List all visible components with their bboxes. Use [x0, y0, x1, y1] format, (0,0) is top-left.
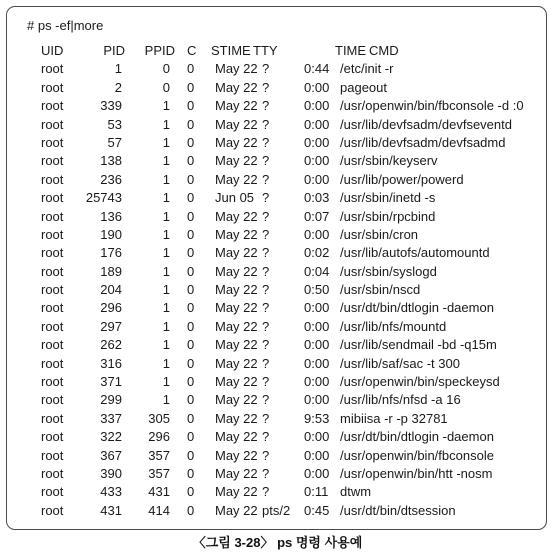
- terminal-output-box: [6, 6, 547, 530]
- cell-cmd: /usr/lib/power/powerd: [340, 171, 464, 187]
- cell-time: 0:00: [304, 465, 330, 481]
- cell-time: 0:00: [304, 429, 330, 445]
- cell-time: 0:00: [304, 226, 330, 242]
- cell-c: 0: [187, 318, 195, 334]
- table-row: [7, 483, 546, 501]
- cell-uid: root: [41, 134, 64, 150]
- cell-stime: May 22: [215, 447, 258, 463]
- cell-tty: pts/2: [262, 502, 291, 518]
- table-row: [7, 60, 546, 78]
- cell-pid: 371: [100, 374, 122, 390]
- cell-ppid: 1: [162, 116, 170, 132]
- cell-pid: 190: [100, 226, 122, 242]
- cell-uid: root: [41, 61, 64, 77]
- cell-c: 0: [187, 263, 195, 279]
- cell-cmd: /usr/lib/saf/sac -t 300: [340, 355, 460, 371]
- cell-time: 0:00: [304, 447, 330, 463]
- cell-pid: 322: [100, 429, 122, 445]
- cell-ppid: 1: [162, 153, 170, 169]
- table-row: [7, 447, 546, 465]
- cell-pid: 176: [100, 245, 122, 261]
- cell-c: 0: [187, 79, 195, 95]
- cell-c: 0: [187, 98, 195, 114]
- figure-caption: 〈그림 3-28〉 ps 명령 사용예: [192, 535, 363, 550]
- cell-c: 0: [187, 226, 195, 242]
- cell-pid: 57: [107, 134, 122, 150]
- cell-tty: ?: [262, 465, 270, 481]
- cell-time: 0:00: [304, 318, 330, 334]
- cell-tty: ?: [262, 410, 270, 426]
- cell-time: 0:04: [304, 263, 330, 279]
- cell-uid: root: [41, 282, 64, 298]
- cell-c: 0: [187, 171, 195, 187]
- header-stime: STIME: [211, 43, 251, 58]
- cell-pid: 299: [100, 392, 122, 408]
- cell-tty: ?: [262, 318, 270, 334]
- cell-ppid: 1: [162, 245, 170, 261]
- cell-c: 0: [187, 355, 195, 371]
- cell-tty: ?: [262, 98, 270, 114]
- cell-tty: ?: [262, 263, 270, 279]
- cell-uid: root: [41, 300, 64, 316]
- cell-uid: root: [41, 392, 64, 408]
- cell-stime: May 22: [215, 171, 258, 187]
- cell-time: 0:00: [304, 337, 330, 353]
- cell-cmd: /usr/sbin/nscd: [340, 282, 421, 298]
- cell-c: 0: [187, 245, 195, 261]
- cell-pid: 316: [100, 355, 122, 371]
- header-time: TIME: [335, 43, 367, 58]
- cell-time: 0:45: [304, 502, 330, 518]
- cell-stime: May 22: [215, 61, 258, 77]
- cell-tty: ?: [262, 484, 270, 500]
- cell-tty: ?: [262, 245, 270, 261]
- cell-ppid: 357: [148, 465, 170, 481]
- cell-cmd: pageout: [340, 79, 387, 95]
- cell-tty: ?: [262, 79, 270, 95]
- cell-stime: May 22: [215, 410, 258, 426]
- cell-tty: ?: [262, 374, 270, 390]
- cell-c: 0: [187, 374, 195, 390]
- cell-time: 0:00: [304, 300, 330, 316]
- command-line: # ps -ef|more: [27, 18, 104, 33]
- cell-tty: ?: [262, 61, 270, 77]
- cell-cmd: /usr/lib/autofs/automountd: [340, 245, 490, 261]
- cell-ppid: 1: [162, 98, 170, 114]
- cell-tty: ?: [262, 134, 270, 150]
- cell-time: 0:00: [304, 134, 330, 150]
- cell-ppid: 357: [148, 447, 170, 463]
- table-row: [7, 465, 546, 483]
- cell-cmd: /usr/sbin/inetd -s: [340, 190, 436, 206]
- cell-c: 0: [187, 484, 195, 500]
- cell-time: 0:11: [304, 484, 329, 500]
- cell-stime: May 22: [215, 300, 258, 316]
- cell-uid: root: [41, 171, 64, 187]
- cell-time: 0:00: [304, 392, 330, 408]
- cell-cmd: /usr/lib/nfs/nfsd -a 16: [340, 392, 461, 408]
- cell-c: 0: [187, 208, 195, 224]
- cell-uid: root: [41, 98, 64, 114]
- cell-uid: root: [41, 116, 64, 132]
- cell-time: 0:00: [304, 171, 330, 187]
- cell-pid: 2: [114, 79, 122, 95]
- cell-stime: May 22: [215, 318, 258, 334]
- cell-uid: root: [41, 410, 64, 426]
- cell-c: 0: [187, 429, 195, 445]
- cell-tty: ?: [262, 226, 270, 242]
- cell-cmd: dtwm: [340, 484, 372, 500]
- cell-ppid: 1: [162, 226, 170, 242]
- cell-cmd: /usr/openwin/bin/htt -nosm: [340, 465, 493, 481]
- cell-ppid: 1: [162, 374, 170, 390]
- cell-tty: ?: [262, 171, 270, 187]
- cell-c: 0: [187, 337, 195, 353]
- process-table: [7, 42, 546, 520]
- cell-pid: 390: [100, 465, 122, 481]
- cell-uid: root: [41, 502, 64, 518]
- cell-uid: root: [41, 429, 64, 445]
- cell-cmd: /usr/sbin/keyserv: [340, 153, 438, 169]
- cell-stime: May 22: [215, 153, 258, 169]
- cell-cmd: /etc/init -r: [340, 61, 394, 77]
- table-row: [7, 410, 546, 428]
- cell-time: 0:07: [304, 208, 330, 224]
- cell-stime: May 22: [215, 337, 258, 353]
- cell-c: 0: [187, 447, 195, 463]
- cell-pid: 367: [100, 447, 122, 463]
- cell-cmd: /usr/lib/devfsadm/devfseventd: [340, 116, 512, 132]
- cell-cmd: /usr/dt/bin/dtsession: [340, 502, 456, 518]
- cell-c: 0: [187, 410, 195, 426]
- cell-stime: May 22: [215, 208, 258, 224]
- cell-pid: 189: [100, 263, 122, 279]
- cell-cmd: /usr/sbin/cron: [340, 226, 419, 242]
- cell-time: 0:03: [304, 190, 330, 206]
- table-row: [7, 373, 546, 391]
- cell-time: 0:00: [304, 116, 330, 132]
- header-pid: PID: [103, 43, 125, 58]
- cell-tty: ?: [262, 300, 270, 316]
- cell-c: 0: [187, 153, 195, 169]
- cell-time: 0:00: [304, 98, 330, 114]
- table-row: [7, 502, 546, 520]
- cell-ppid: 1: [162, 318, 170, 334]
- cell-uid: root: [41, 153, 64, 169]
- cell-uid: root: [41, 263, 64, 279]
- cell-cmd: /usr/lib/nfs/mountd: [340, 318, 447, 334]
- cell-pid: 337: [100, 410, 122, 426]
- table-row: [7, 299, 546, 317]
- cell-stime: May 22: [215, 355, 258, 371]
- cell-stime: May 22: [215, 263, 258, 279]
- cell-uid: root: [41, 374, 64, 390]
- cell-ppid: 1: [162, 300, 170, 316]
- cell-tty: ?: [262, 282, 270, 298]
- cell-ppid: 0: [162, 79, 170, 95]
- table-row: [7, 189, 546, 207]
- table-row: [7, 244, 546, 262]
- cell-cmd: mibiisa -r -p 32781: [340, 410, 448, 426]
- table-header-row: [7, 42, 546, 60]
- cell-stime: May 22: [215, 465, 258, 481]
- cell-time: 0:00: [304, 355, 330, 371]
- cell-ppid: 414: [148, 502, 170, 518]
- table-row: [7, 152, 546, 170]
- cell-cmd: /usr/dt/bin/dtlogin -daemon: [340, 429, 494, 445]
- process-rows: [7, 60, 546, 520]
- table-row: [7, 79, 546, 97]
- cell-stime: May 22: [215, 484, 258, 500]
- cell-stime: May 22: [215, 429, 258, 445]
- cell-time: 0:50: [304, 282, 330, 298]
- cell-cmd: /usr/dt/bin/dtlogin -daemon: [340, 300, 494, 316]
- table-row: [7, 171, 546, 189]
- cell-uid: root: [41, 447, 64, 463]
- cell-pid: 339: [100, 98, 122, 114]
- cell-ppid: 1: [162, 392, 170, 408]
- cell-c: 0: [187, 502, 195, 518]
- cell-ppid: 1: [162, 134, 170, 150]
- cell-uid: root: [41, 465, 64, 481]
- cell-pid: 136: [100, 208, 122, 224]
- cell-tty: ?: [262, 392, 270, 408]
- table-row: [7, 97, 546, 115]
- cell-time: 0:00: [304, 374, 330, 390]
- cell-tty: ?: [262, 153, 270, 169]
- cell-ppid: 1: [162, 337, 170, 353]
- cell-cmd: /usr/sbin/syslogd: [340, 263, 437, 279]
- cell-ppid: 1: [162, 171, 170, 187]
- cell-stime: May 22: [215, 134, 258, 150]
- cell-cmd: /usr/lib/sendmail -bd -q15m: [340, 337, 497, 353]
- cell-cmd: /usr/openwin/bin/speckeysd: [340, 374, 500, 390]
- cell-stime: May 22: [215, 116, 258, 132]
- cell-ppid: 1: [162, 190, 170, 206]
- cell-c: 0: [187, 465, 195, 481]
- table-row: [7, 263, 546, 281]
- cell-stime: May 22: [215, 282, 258, 298]
- table-row: [7, 336, 546, 354]
- cell-time: 0:44: [304, 61, 330, 77]
- cell-ppid: 1: [162, 263, 170, 279]
- cell-tty: ?: [262, 337, 270, 353]
- table-row: [7, 391, 546, 409]
- cell-tty: ?: [262, 429, 270, 445]
- cell-uid: root: [41, 208, 64, 224]
- cell-ppid: 1: [162, 355, 170, 371]
- cell-pid: 1: [114, 61, 122, 77]
- header-cmd: CMD: [369, 43, 399, 58]
- cell-uid: root: [41, 79, 64, 95]
- cell-uid: root: [41, 190, 64, 206]
- cell-ppid: 431: [148, 484, 170, 500]
- cell-uid: root: [41, 245, 64, 261]
- cell-pid: 296: [100, 300, 122, 316]
- cell-ppid: 296: [148, 429, 170, 445]
- cell-stime: May 22: [215, 392, 258, 408]
- cell-pid: 25743: [85, 190, 122, 206]
- cell-cmd: /usr/sbin/rpcbind: [340, 208, 436, 224]
- cell-ppid: 1: [162, 208, 170, 224]
- cell-stime: May 22: [215, 79, 258, 95]
- header-tty: TTY: [253, 43, 278, 58]
- cell-ppid: 305: [148, 410, 170, 426]
- cell-c: 0: [187, 61, 195, 77]
- cell-c: 0: [187, 282, 195, 298]
- cell-uid: root: [41, 226, 64, 242]
- table-row: [7, 208, 546, 226]
- cell-c: 0: [187, 190, 195, 206]
- cell-pid: 53: [107, 116, 122, 132]
- cell-time: 0:00: [304, 79, 330, 95]
- cell-c: 0: [187, 116, 195, 132]
- cell-tty: ?: [262, 190, 270, 206]
- table-row: [7, 355, 546, 373]
- table-row: [7, 281, 546, 299]
- table-row: [7, 134, 546, 152]
- cell-uid: root: [41, 355, 64, 371]
- table-row: [7, 226, 546, 244]
- table-row: [7, 428, 546, 446]
- header-ppid: PPID: [144, 43, 175, 58]
- cell-stime: May 22: [215, 245, 258, 261]
- cell-ppid: 1: [162, 282, 170, 298]
- header-c: C: [187, 43, 197, 58]
- cell-time: 0:00: [304, 153, 330, 169]
- cell-pid: 262: [100, 337, 122, 353]
- cell-c: 0: [187, 300, 195, 316]
- cell-tty: ?: [262, 116, 270, 132]
- cell-ppid: 0: [162, 61, 170, 77]
- cell-uid: root: [41, 337, 64, 353]
- cell-c: 0: [187, 134, 195, 150]
- cell-uid: root: [41, 318, 64, 334]
- cell-pid: 204: [100, 282, 122, 298]
- cell-uid: root: [41, 484, 64, 500]
- cell-cmd: /usr/lib/devfsadm/devfsadmd: [340, 134, 506, 150]
- cell-cmd: /usr/openwin/bin/fbconsole: [340, 447, 494, 463]
- cell-c: 0: [187, 392, 195, 408]
- cell-stime: May 22: [215, 502, 258, 518]
- cell-stime: May 22: [215, 98, 258, 114]
- cell-pid: 138: [100, 153, 122, 169]
- cell-tty: ?: [262, 208, 270, 224]
- cell-time: 0:02: [304, 245, 330, 261]
- cell-stime: May 22: [215, 374, 258, 390]
- cell-stime: May 22: [215, 226, 258, 242]
- cell-pid: 236: [100, 171, 122, 187]
- cell-tty: ?: [262, 355, 270, 371]
- cell-time: 9:53: [304, 410, 330, 426]
- table-row: [7, 318, 546, 336]
- cell-cmd: /usr/openwin/bin/fbconsole -d :0: [340, 98, 524, 114]
- cell-pid: 297: [100, 318, 122, 334]
- cell-pid: 433: [100, 484, 122, 500]
- cell-pid: 431: [100, 502, 122, 518]
- header-uid: UID: [41, 43, 64, 58]
- cell-stime: Jun 05: [215, 190, 255, 206]
- cell-tty: ?: [262, 447, 270, 463]
- table-row: [7, 116, 546, 134]
